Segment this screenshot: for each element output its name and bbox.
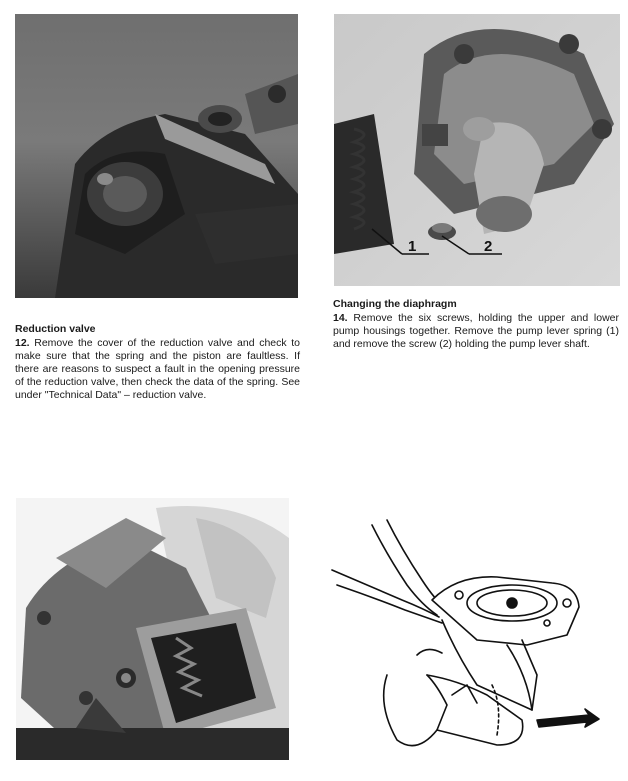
illustration-pliers-removing-lever (327, 505, 623, 767)
callout-1: 1 (408, 238, 417, 255)
step-number: 12. (15, 337, 30, 349)
section-heading: Changing the diaphragm (333, 298, 457, 310)
section-reduction-valve (15, 323, 300, 402)
step-text: Remove the cover of the reduction valve and check to make sure that the spring and the piston are faultless. If there are reasons to suspect a fault in the opening pressure of the reduction valve, then check the data of the spring. See under "Technical Data" – reduction valve. (15, 337, 301, 401)
photo-pump-housing (334, 14, 620, 286)
photo-pump-in-hand (16, 498, 289, 760)
section-heading: Reduction valve (15, 323, 96, 335)
step-number: 14. (333, 312, 348, 324)
callout-2: 2 (484, 238, 493, 255)
step-text: Remove the six screws, holding the upper and lower pump housings together. Remove the pump lever spring (1) and remove the screw (2) holding the pump lever shaft. (333, 312, 619, 350)
section-body (333, 312, 619, 351)
section-body (15, 337, 300, 402)
photo-reduction-valve (15, 14, 298, 298)
section-changing-diaphragm (333, 298, 619, 351)
